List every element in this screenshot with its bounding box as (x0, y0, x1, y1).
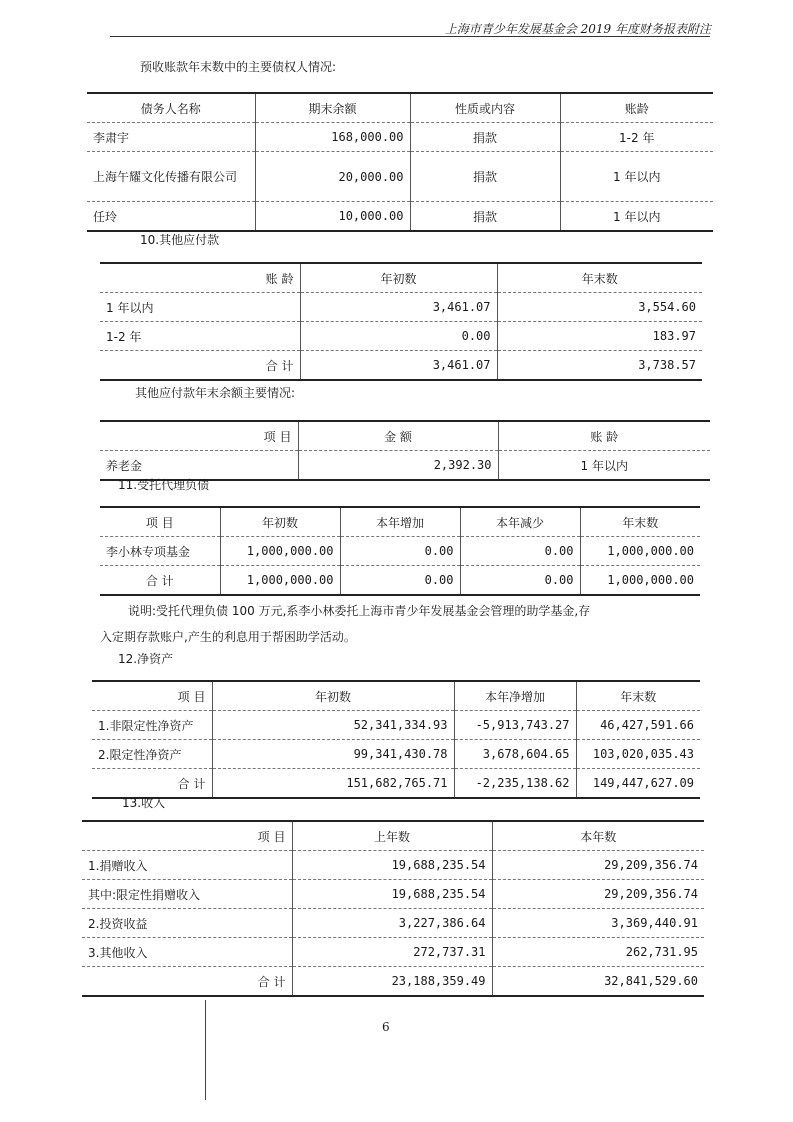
cell: 2.投资收益 (82, 909, 292, 938)
col-header: 年初数 (220, 507, 340, 537)
table-row (100, 293, 702, 322)
cell: 李肃宇 (87, 123, 255, 152)
table-row (92, 740, 700, 769)
col-header: 账 龄 (498, 421, 710, 451)
cell: 养老金 (100, 451, 298, 481)
section-title: 10.其他应付款 (140, 233, 220, 247)
col-header: 本年净增加 (454, 681, 576, 711)
cell: 3,461.07 (300, 293, 497, 322)
table-header-row (100, 507, 700, 537)
cell: 2,392.30 (298, 451, 498, 481)
col-header: 本年数 (492, 821, 704, 851)
binding-line (205, 1000, 206, 1100)
cell: 1.非限定性净资产 (92, 711, 212, 740)
table-total-row (82, 967, 704, 997)
table-header-row (100, 421, 710, 451)
col-header: 项 目 (100, 507, 220, 537)
cell: 捐款 (410, 123, 560, 152)
cell: 合 计 (92, 769, 212, 799)
entrusted-liabilities-table (100, 506, 700, 596)
cell: 捐款 (410, 152, 560, 202)
table-row (87, 123, 713, 152)
col-header: 年末数 (576, 681, 700, 711)
cell: 23,188,359.49 (292, 967, 492, 997)
cell: -5,913,743.27 (454, 711, 576, 740)
cell: 1 年以内 (100, 293, 300, 322)
table-row (87, 202, 713, 232)
cell: 46,427,591.66 (576, 711, 700, 740)
cell: 合 计 (82, 967, 292, 997)
section-title: 11.受托代理负债 (118, 478, 210, 492)
cell: 3,227,386.64 (292, 909, 492, 938)
other-payables-detail-intro: 其他应付款年末余额主要情况: (135, 386, 296, 400)
cell: 29,209,356.74 (492, 880, 704, 909)
cell: 1.捐赠收入 (82, 851, 292, 880)
table-row (82, 938, 704, 967)
page-number: 6 (382, 1020, 390, 1034)
cell: 1 年以内 (560, 202, 713, 232)
cell: 2.限定性净资产 (92, 740, 212, 769)
cell: 149,447,627.09 (576, 769, 700, 799)
section-title: 12.净资产 (118, 652, 174, 666)
cell: 1,000,000.00 (580, 566, 700, 596)
cell: 32,841,529.60 (492, 967, 704, 997)
entrusted-note-line2: 入定期存款账户,产生的利息用于帮困助学活动。 (100, 630, 356, 644)
cell: 19,688,235.54 (292, 851, 492, 880)
table-row (100, 537, 700, 566)
cell: 1 年以内 (560, 152, 713, 202)
table-row (82, 909, 704, 938)
cell: 29,209,356.74 (492, 851, 704, 880)
table-total-row (92, 769, 700, 799)
cell: 19,688,235.54 (292, 880, 492, 909)
col-header: 项 目 (100, 421, 298, 451)
cell: 10,000.00 (255, 202, 410, 232)
other-payables-detail-table (100, 420, 710, 481)
table-row (82, 851, 704, 880)
table-header-row (100, 263, 702, 293)
col-header: 本年增加 (340, 507, 460, 537)
table-row (82, 880, 704, 909)
cell: 1,000,000.00 (220, 537, 340, 566)
cell: 168,000.00 (255, 123, 410, 152)
cell: 捐款 (410, 202, 560, 232)
col-header: 项 目 (82, 821, 292, 851)
cell: 3,461.07 (300, 351, 497, 381)
advance-receipts-table (87, 92, 713, 232)
col-header: 上年数 (292, 821, 492, 851)
cell: 272,737.31 (292, 938, 492, 967)
cell: 151,682,765.71 (212, 769, 454, 799)
entrusted-note-line1: 说明:受托代理负债 100 万元,系李小林委托上海市青少年发展基金会管理的助学基金,存 (128, 604, 591, 618)
page-header: 上海市青少年发展基金会 2019 年度财务报表附注 (444, 22, 711, 36)
col-header: 账 龄 (100, 263, 300, 293)
cell: 其中:限定性捐赠收入 (82, 880, 292, 909)
col-header: 性质或内容 (410, 93, 560, 123)
col-header: 年初数 (300, 263, 497, 293)
cell: 0.00 (340, 537, 460, 566)
col-header: 期末余额 (255, 93, 410, 123)
cell: 3.其他收入 (82, 938, 292, 967)
cell: 0.00 (340, 566, 460, 596)
col-header: 年末数 (580, 507, 700, 537)
col-header: 项 目 (92, 681, 212, 711)
cell: 合 计 (100, 351, 300, 381)
cell: 0.00 (460, 537, 580, 566)
cell: -2,235,138.62 (454, 769, 576, 799)
cell: 3,554.60 (497, 293, 702, 322)
cell: 52,341,334.93 (212, 711, 454, 740)
table-header-row (92, 681, 700, 711)
table-total-row (100, 351, 702, 381)
cell: 李小林专项基金 (100, 537, 220, 566)
cell: 上海午耀文化传播有限公司 (87, 152, 255, 202)
cell: 1-2 年 (100, 322, 300, 351)
table-row (100, 322, 702, 351)
cell: 103,020,035.43 (576, 740, 700, 769)
col-header: 债务人名称 (87, 93, 255, 123)
cell: 3,678,604.65 (454, 740, 576, 769)
table-total-row (100, 566, 700, 596)
col-header: 金 额 (298, 421, 498, 451)
cell: 0.00 (300, 322, 497, 351)
cell: 99,341,430.78 (212, 740, 454, 769)
col-header: 年末数 (497, 263, 702, 293)
table-header-row (87, 93, 713, 123)
cell: 3,738.57 (497, 351, 702, 381)
cell: 1-2 年 (560, 123, 713, 152)
col-header: 账龄 (560, 93, 713, 123)
col-header: 本年减少 (460, 507, 580, 537)
cell: 合 计 (100, 566, 220, 596)
cell: 任玲 (87, 202, 255, 232)
cell: 0.00 (460, 566, 580, 596)
income-table (82, 820, 704, 997)
other-payables-table (100, 262, 702, 381)
table-row (92, 711, 700, 740)
table-row (87, 152, 713, 202)
cell: 183.97 (497, 322, 702, 351)
cell: 1 年以内 (498, 451, 710, 481)
cell: 262,731.95 (492, 938, 704, 967)
cell: 1,000,000.00 (580, 537, 700, 566)
advance-receipts-intro: 预收账款年末数中的主要债权人情况: (140, 60, 337, 74)
table-header-row (82, 821, 704, 851)
col-header: 年初数 (212, 681, 454, 711)
cell: 1,000,000.00 (220, 566, 340, 596)
cell: 3,369,440.91 (492, 909, 704, 938)
net-assets-table (92, 680, 700, 799)
section-title: 13.收入 (122, 796, 166, 810)
cell: 20,000.00 (255, 152, 410, 202)
header-rule (110, 36, 710, 37)
